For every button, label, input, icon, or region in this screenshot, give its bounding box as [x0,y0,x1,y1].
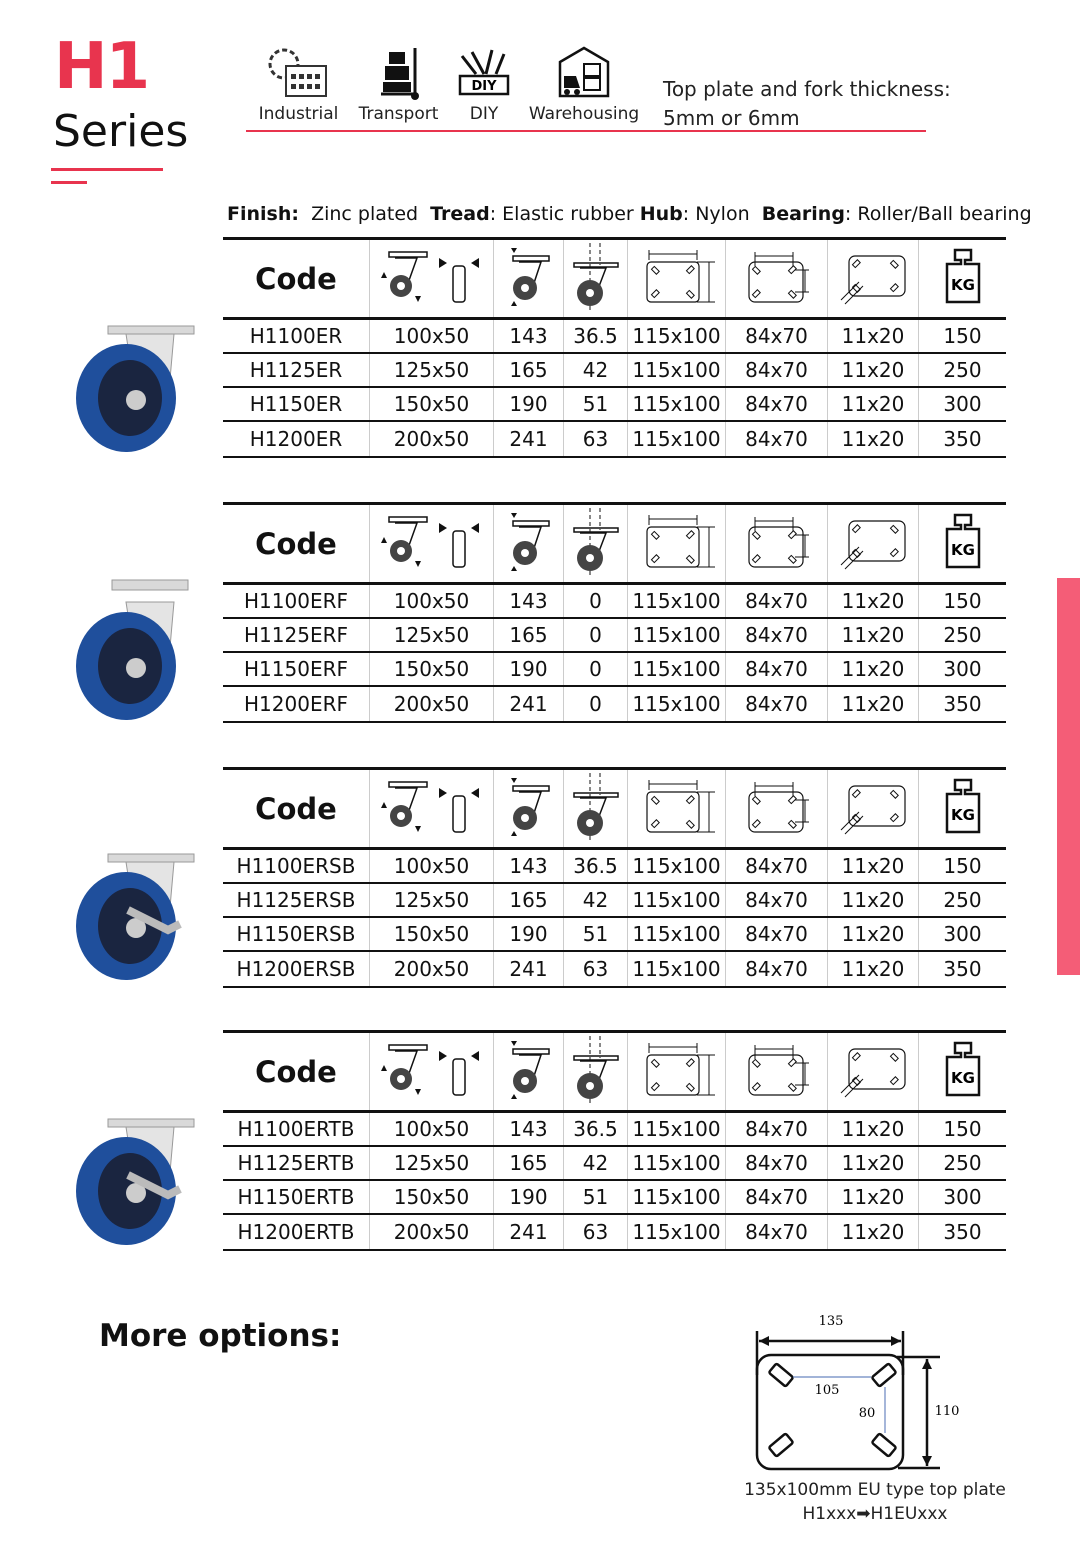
table-cell: 125x50 [370,1147,494,1179]
kg-label: KG [950,1069,975,1087]
table-cell: 11x20 [828,320,919,352]
kg-label: KG [950,806,975,824]
offset-icon [568,506,624,581]
spec-line [227,203,1032,225]
table-cell: 190 [494,918,564,950]
caster-image-fixed [68,580,208,729]
kg-label: KG [950,541,975,559]
table-cell: 115x100 [628,653,726,685]
application-diy [452,44,516,124]
product-code: H1100ER [223,320,370,352]
kg-label: KG [950,276,975,294]
bolt-hole-spacing-icon [741,246,813,311]
application-label: Warehousing [528,104,640,124]
table-cell: 0 [564,619,628,651]
load-capacity-icon [941,511,985,576]
table-cell: 11x20 [828,1181,919,1213]
table-cell: 200x50 [370,952,494,986]
offset-icon [568,241,624,316]
table-cell: 241 [494,422,564,456]
column-header-bolt-hole-size [828,1033,919,1110]
table-cell: 250 [943,1151,982,1175]
product-code: H1150ERSB [223,918,370,950]
wheel-size-icon [377,776,487,841]
table-cell: 350 [943,1220,982,1244]
dim-height: 110 [934,1404,960,1419]
column-header-bolt-hole-size [828,240,919,317]
dim-width: 135 [818,1314,844,1329]
bolt-hole-size-icon [837,511,909,576]
column-header-bolt-hole-spacing [726,240,828,317]
column-header-plate-size [628,505,726,582]
table-cell: 42 [564,884,628,916]
wheel-size-icon [377,246,487,311]
hand-truck-icon [371,44,427,100]
table-cell: 84x70 [726,1181,828,1213]
table-cell: 241 [494,687,564,721]
overall-height-icon [499,1037,559,1106]
table-cell: 150 [943,324,982,348]
table-cell: 200x50 [370,1215,494,1249]
table-cell: 84x70 [726,952,828,986]
table-row [223,1215,1006,1249]
table-cell: 115x100 [628,952,726,986]
table-cell: 115x100 [628,1113,726,1145]
column-header-bolt-hole-spacing [726,505,828,582]
table-cell: 84x70 [726,619,828,651]
application-transport [356,44,441,124]
table-cell: 150 [943,854,982,878]
table-cell: 11x20 [828,653,919,685]
load-capacity-icon [941,776,985,841]
table-cell: 165 [494,354,564,386]
bolt-hole-size-icon [837,246,909,311]
series-label: Series [53,106,189,157]
table-header-row [223,240,1006,320]
bearing-value: : Roller/Ball bearing [844,203,1032,225]
column-header-load-capacity [919,505,1006,582]
table-cell: 84x70 [726,1113,828,1145]
wheel-size-icon [377,1039,487,1104]
table-cell: 150x50 [370,653,494,685]
product-code: H1150ER [223,388,370,420]
column-header-load-capacity [919,240,1006,317]
column-header-bolt-hole-spacing [726,770,828,847]
table-cell: 150 [943,1117,982,1141]
table-cell: 143 [494,850,564,882]
table-cell: 84x70 [726,320,828,352]
column-header-offset [564,1033,628,1110]
product-code: H1125ER [223,354,370,386]
product-code: H1125ERF [223,619,370,651]
table-cell: 11x20 [828,884,919,916]
thickness-note [663,75,951,133]
column-header-code: Code [223,240,370,317]
overall-height-icon [499,244,559,313]
table-row [223,388,1006,422]
table-cell: 143 [494,585,564,617]
table-cell: 115x100 [628,687,726,721]
table-cell: 165 [494,1147,564,1179]
column-header-plate-size [628,240,726,317]
table-cell: 200x50 [370,687,494,721]
column-header-code: Code [223,505,370,582]
table-cell: 350 [943,957,982,981]
table-cell: 250 [943,623,982,647]
column-header-plate-size [628,770,726,847]
table-cell: 11x20 [828,952,919,986]
overall-height-icon [499,774,559,843]
table-cell: 84x70 [726,1215,828,1249]
plate-code-mapping: H1xxx➡H1EUxxx [802,1504,948,1524]
spec-table-fixed [223,502,1006,723]
column-header-load-capacity [919,770,1006,847]
more-options-title: More options: [99,1318,342,1354]
table-cell: 84x70 [726,354,828,386]
product-code: H1150ERTB [223,1181,370,1213]
table-cell: 84x70 [726,884,828,916]
column-header-code: Code [223,1033,370,1110]
plate-size-icon [637,246,717,311]
spec-table-swivel [223,237,1006,458]
table-cell: 125x50 [370,619,494,651]
eu-plate-diagram [745,1305,960,1480]
table-row [223,918,1006,952]
warehouse-forklift-icon [554,44,614,100]
table-cell: 350 [943,692,982,716]
column-header-code: Code [223,770,370,847]
dim-hole-x: 105 [814,1383,840,1398]
table-cell: 190 [494,1181,564,1213]
table-cell: 115x100 [628,619,726,651]
table-cell: 300 [943,922,982,946]
table-row [223,884,1006,918]
table-cell: 0 [564,653,628,685]
table-row [223,952,1006,986]
table-cell: 36.5 [564,850,628,882]
overall-height-icon [499,509,559,578]
column-header-wheel-size [370,770,494,847]
column-header-offset [564,505,628,582]
offset-icon [568,1034,624,1109]
finish-label: Finish: [227,203,299,225]
product-code: H1200ER [223,422,370,456]
product-code: H1125ERSB [223,884,370,916]
table-cell: 115x100 [628,918,726,950]
thickness-label: Top plate and fork thickness: [663,77,951,101]
table-cell: 115x100 [628,320,726,352]
table-cell: 11x20 [828,585,919,617]
bolt-hole-spacing-icon [741,776,813,841]
table-cell: 241 [494,952,564,986]
table-row [223,320,1006,354]
svg-text:DIY: DIY [471,79,497,94]
tread-label: Tread [430,203,490,225]
table-cell: 200x50 [370,422,494,456]
table-cell: 11x20 [828,1147,919,1179]
table-cell: 115x100 [628,884,726,916]
table-cell: 51 [564,1181,628,1213]
table-row [223,850,1006,884]
table-cell: 250 [943,888,982,912]
table-cell: 84x70 [726,585,828,617]
table-cell: 125x50 [370,884,494,916]
table-cell: 0 [564,687,628,721]
product-code: H1200ERF [223,687,370,721]
table-cell: 241 [494,1215,564,1249]
bolt-hole-spacing-icon [741,511,813,576]
table-cell: 84x70 [726,687,828,721]
product-code: H1150ERF [223,653,370,685]
column-header-wheel-size [370,240,494,317]
plate-size-icon [637,511,717,576]
column-header-offset [564,240,628,317]
table-cell: 115x100 [628,1181,726,1213]
table-cell: 84x70 [726,918,828,950]
load-capacity-icon [941,246,985,311]
series-code: H1 [54,30,149,104]
caster-image-side-brake [68,840,208,989]
title-underline-short [51,181,87,184]
caster-image-swivel [68,312,208,461]
plate-caption-text: 135x100mm EU type top plate [744,1480,1006,1500]
table-cell: 36.5 [564,320,628,352]
table-cell: 150x50 [370,918,494,950]
column-header-plate-size [628,1033,726,1110]
table-cell: 115x100 [628,1147,726,1179]
application-label: DIY [469,104,499,124]
table-cell: 165 [494,884,564,916]
application-label: Industrial [258,104,339,124]
application-label: Transport [358,104,439,124]
table-cell: 100x50 [370,1113,494,1145]
table-cell: 51 [564,388,628,420]
table-row [223,1147,1006,1181]
column-header-overall-height [494,770,564,847]
product-code: H1100ERSB [223,850,370,882]
table-cell: 150x50 [370,388,494,420]
table-cell: 143 [494,1113,564,1145]
table-cell: 0 [564,585,628,617]
hub-value: : Nylon [682,203,750,225]
column-header-wheel-size [370,505,494,582]
thickness-value: 5mm or 6mm [663,106,800,130]
finish-value: Zinc plated [311,203,419,225]
table-cell: 300 [943,657,982,681]
bolt-hole-spacing-icon [741,1039,813,1104]
table-cell: 300 [943,1185,982,1209]
bearing-label: Bearing [761,203,845,225]
wheel-size-icon [377,511,487,576]
table-row [223,653,1006,687]
side-accent-bar [1057,578,1080,975]
table-cell: 11x20 [828,850,919,882]
spec-table-total-brake [223,1030,1006,1251]
table-row [223,354,1006,388]
table-cell: 42 [564,1147,628,1179]
column-header-offset [564,770,628,847]
table-cell: 115x100 [628,354,726,386]
table-row [223,1113,1006,1147]
table-row [223,585,1006,619]
table-cell: 11x20 [828,422,919,456]
product-code: H1200ERTB [223,1215,370,1249]
table-header-row [223,1033,1006,1113]
column-header-bolt-hole-size [828,505,919,582]
hub-label: Hub [639,203,683,225]
table-cell: 51 [564,918,628,950]
table-row [223,619,1006,653]
table-cell: 115x100 [628,1215,726,1249]
table-row [223,687,1006,721]
spec-table-side-brake [223,767,1006,988]
table-cell: 100x50 [370,850,494,882]
product-code: H1100ERTB [223,1113,370,1145]
table-cell: 63 [564,422,628,456]
table-cell: 100x50 [370,320,494,352]
diy-tools-icon [456,44,512,100]
table-cell: 63 [564,952,628,986]
table-cell: 100x50 [370,585,494,617]
title-underline [51,168,163,171]
application-industrial [256,44,341,124]
table-row [223,422,1006,456]
table-header-row [223,770,1006,850]
dim-hole-y: 80 [858,1406,876,1421]
column-header-overall-height [494,240,564,317]
table-cell: 300 [943,392,982,416]
table-cell: 11x20 [828,388,919,420]
table-cell: 11x20 [828,619,919,651]
table-header-row [223,505,1006,585]
table-cell: 115x100 [628,585,726,617]
bolt-hole-size-icon [837,776,909,841]
product-code: H1100ERF [223,585,370,617]
table-cell: 190 [494,653,564,685]
offset-icon [568,771,624,846]
table-cell: 84x70 [726,388,828,420]
table-cell: 150 [943,589,982,613]
product-code: H1125ERTB [223,1147,370,1179]
tread-value: : Elastic rubber [489,203,634,225]
table-cell: 250 [943,358,982,382]
table-cell: 11x20 [828,1113,919,1145]
table-cell: 143 [494,320,564,352]
table-cell: 63 [564,1215,628,1249]
table-cell: 84x70 [726,850,828,882]
table-cell: 11x20 [828,687,919,721]
table-cell: 115x100 [628,422,726,456]
table-cell: 165 [494,619,564,651]
load-capacity-icon [941,1039,985,1104]
table-cell: 42 [564,354,628,386]
table-cell: 11x20 [828,918,919,950]
table-cell: 190 [494,388,564,420]
table-cell: 150x50 [370,1181,494,1213]
table-cell: 115x100 [628,850,726,882]
column-header-wheel-size [370,1033,494,1110]
plate-size-icon [637,776,717,841]
table-cell: 11x20 [828,1215,919,1249]
table-cell: 84x70 [726,1147,828,1179]
column-header-overall-height [494,1033,564,1110]
product-code: H1200ERSB [223,952,370,986]
plate-size-icon [637,1039,717,1104]
table-cell: 115x100 [628,388,726,420]
column-header-bolt-hole-size [828,770,919,847]
factory-icon [266,44,332,100]
plate-caption [700,1478,1050,1526]
column-header-load-capacity [919,1033,1006,1110]
application-warehousing [528,44,640,124]
column-header-bolt-hole-spacing [726,1033,828,1110]
bolt-hole-size-icon [837,1039,909,1104]
column-header-overall-height [494,505,564,582]
table-cell: 84x70 [726,653,828,685]
table-cell: 36.5 [564,1113,628,1145]
table-cell: 350 [943,427,982,451]
table-row [223,1181,1006,1215]
table-cell: 125x50 [370,354,494,386]
table-cell: 84x70 [726,422,828,456]
table-cell: 11x20 [828,354,919,386]
caster-image-total-brake [68,1105,208,1254]
